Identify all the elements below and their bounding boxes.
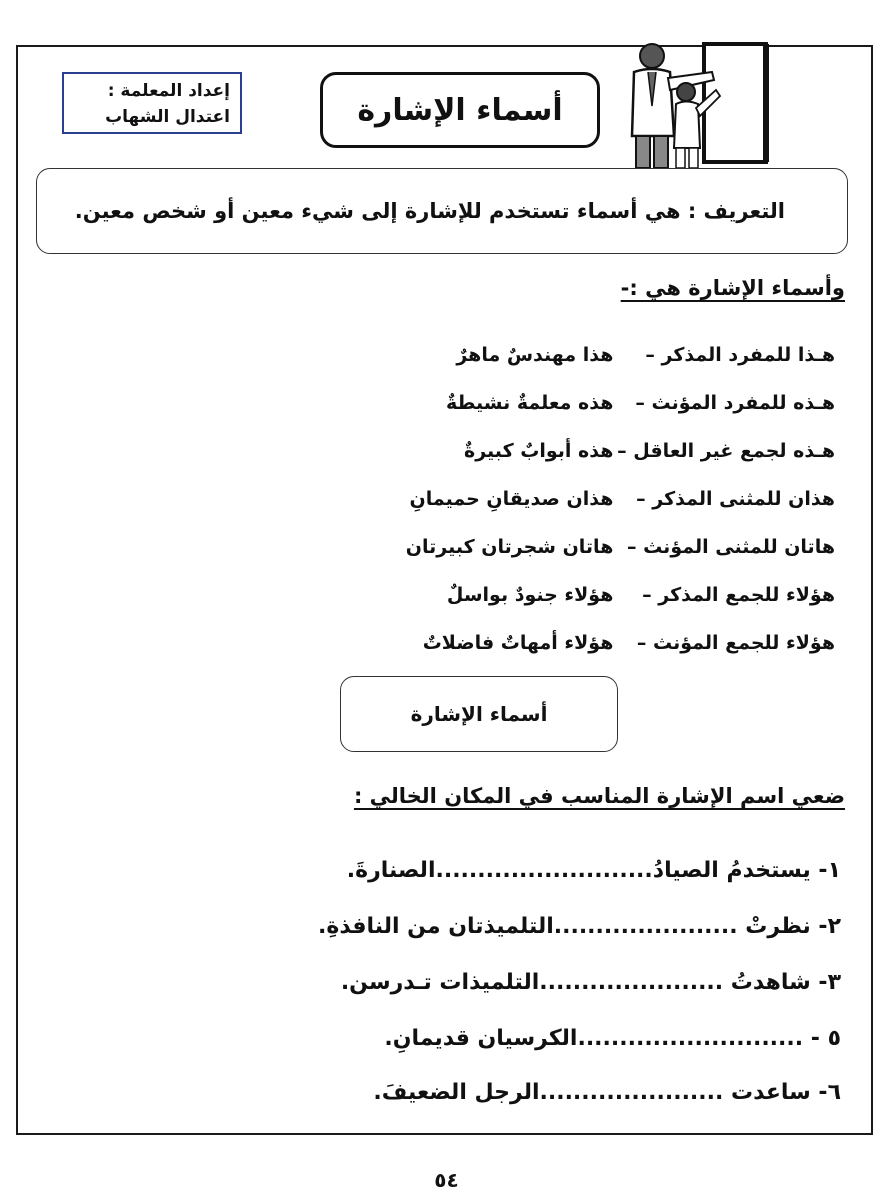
demonstrative-example: هذه معلمةٌ نشيطةٌ <box>446 392 614 414</box>
demonstrative-example: هذه أبوابٌ كبيرةٌ <box>464 440 614 462</box>
demonstrative-row <box>406 536 835 566</box>
demonstrative-rule: هـذه للمفرد المؤنث – <box>635 392 835 414</box>
demonstrative-row <box>447 584 835 614</box>
demonstrative-rule: هـذه لجمع غير العاقل – <box>617 440 835 462</box>
demonstrative-row <box>409 488 835 518</box>
exercise-heading: ضعي اسم الإشارة المناسب في المكان الخالي : <box>353 784 845 808</box>
teacher-student-board-illustration-icon <box>612 36 772 171</box>
teacher-name: اعتدال الشهاب <box>105 107 230 127</box>
page-number: ٥٤ <box>434 1168 459 1192</box>
demonstrative-row <box>464 440 835 470</box>
definition-box <box>36 168 848 254</box>
demonstrative-rule: هـذا للمفرد المذكر – <box>645 344 835 366</box>
demonstrative-rule: هذان للمثنى المذكر – <box>636 488 835 510</box>
prepared-by-label: إعداد المعلمة : <box>107 81 230 101</box>
demonstrative-rule: هؤلاء للجمع المؤنث – <box>636 632 835 654</box>
exercise-item: ٢- نظرتْ ......................التلميذتان من النافذةِ. <box>318 914 841 939</box>
page-title-text: أسماء الإشارة <box>357 92 563 128</box>
demonstrative-row <box>456 344 835 374</box>
demonstrative-example: هذان صديقانِ حميمانِ <box>409 488 614 510</box>
demonstratives-heading: وأسماء الإشارة هي :- <box>620 276 845 300</box>
exercise-item: ٣- شاهدتُ ......................التلميذات تـدرسن. <box>340 970 841 995</box>
prepared-by-box <box>62 72 242 134</box>
sub-title-text: أسماء الإشارة <box>410 702 548 726</box>
demonstrative-example: هذا مهندسٌ ماهرٌ <box>456 344 614 366</box>
demonstrative-rule: هؤلاء للجمع المذكر – <box>642 584 835 606</box>
demonstrative-row <box>446 392 835 422</box>
demonstrative-example: هاتان شجرتان كبيرتان <box>405 536 614 558</box>
demonstrative-example: هؤلاء جنودٌ بواسلٌ <box>446 584 614 606</box>
demonstrative-rule: هاتان للمثنى المؤنث – <box>626 536 835 558</box>
sub-title-box <box>340 676 618 752</box>
exercise-item: ١- يستخدمُ الصيادُ..........................الصنارةَ. <box>346 858 841 883</box>
exercise-item: ٦- ساعدت ......................الرجل الضعيفَ. <box>373 1080 841 1105</box>
demonstrative-row <box>423 632 835 662</box>
demonstrative-example: هؤلاء أمهاتٌ فاضلاتٌ <box>422 632 614 654</box>
page-title <box>320 72 600 148</box>
exercise-item: ٥ - ...........................الكرسيان قديمانِ. <box>384 1026 841 1051</box>
definition-text: التعريف : هي أسماء تستخدم للإشارة إلى شيء معين أو شخص معين. <box>74 199 785 223</box>
